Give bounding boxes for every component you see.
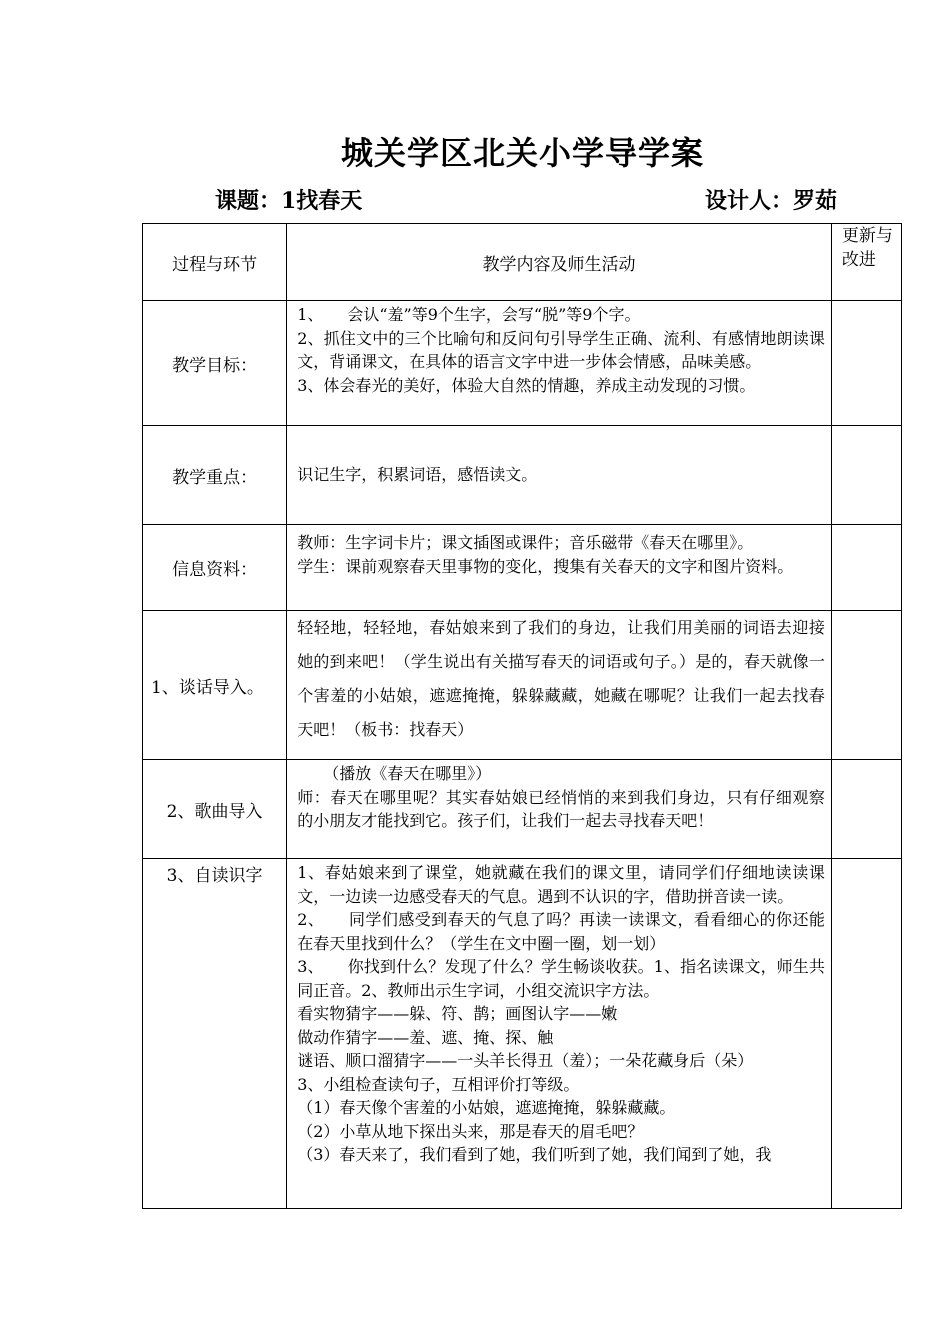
row-stage: 1、谈话导入。: [143, 611, 287, 760]
table-row: [143, 760, 902, 859]
row-content: [287, 301, 832, 426]
content-line: 谜语、顺口溜猜字——一头羊长得丑（羞）；一朵花藏身后（朵）: [297, 1051, 754, 1070]
row-content: [287, 611, 832, 760]
row-notes: [831, 611, 901, 760]
header-notes: 更新与改进: [831, 224, 901, 301]
row-content: [287, 760, 832, 859]
row-stage: 教学目标：: [143, 301, 287, 426]
header-row: [143, 224, 902, 301]
content-line: 师：春天在哪里呢？其实春姑娘已经悄悄的来到我们身边，只有仔细观察的小朋友才能找到它。孩子们，让我们一起去寻找春天吧！: [297, 787, 825, 830]
row-notes: [831, 760, 901, 859]
content-line: 3、 你找到什么？发现了什么？学生畅谈收获。1、指名读课文，师生共同正音。2、教师出示生字词，小组交流识字方法。: [297, 957, 825, 1000]
row-notes: [831, 301, 901, 426]
content-line: （1）春天像个害羞的小姑娘，遮遮掩掩，躲躲藏藏。: [297, 1098, 676, 1117]
content-line: 3、体会春光的美好，体验大自然的情趣，养成主动发现的习惯。: [297, 375, 756, 395]
row-stage: 3、自读识字: [143, 859, 287, 1209]
lesson-plan-table: [142, 223, 902, 1209]
content-line: 学生：课前观察春天里事物的变化，搜集有关春天的文字和图片资料。: [297, 556, 794, 576]
header-stage: 过程与环节: [143, 224, 287, 301]
row-stage: 教学重点：: [143, 426, 287, 525]
designer-name: 设计人：罗茹: [705, 188, 838, 214]
content-line: 2、 同学们感受到春天的气息了吗？再读一读课文，看看细心的你还能在春天里找到什么？（学生在文中圈一圈，划一划）: [297, 910, 825, 953]
content-line: 3、小组检查读句子，互相评价打等级。: [297, 1074, 580, 1094]
content-line: 识记生字，积累词语，感悟读文。: [297, 465, 538, 485]
table-row: [143, 301, 902, 426]
content-line: 轻轻地，轻轻地，春姑娘来到了我们的身边，让我们用美丽的词语去迎接她的到来吧！（学生说出有关描写春天的词语或句子。）是的，春天就像一个害羞的小姑娘，遮遮掩掩，躲躲藏藏，她藏在哪呢？让我们一起去找春天吧！（板书：找春天）: [297, 618, 825, 739]
content-line: 做动作猜字——羞、遮、掩、探、触: [297, 1027, 554, 1047]
table-row: [143, 426, 902, 525]
content-line: 1、春姑娘来到了课堂，她就藏在我们的课文里，请同学们仔细地读读课文，一边读一边感受春天的气息。遇到不认识的字，借助拼音读一读。: [297, 863, 825, 906]
table-row: [143, 611, 902, 760]
content-line: 2、抓住文中的三个比喻句和反问句引导学生正确、流利、有感情地朗读课文，背诵课文，在具体的语言文字中进一步体会情感，品味美感。: [297, 328, 825, 371]
row-content: [287, 426, 832, 525]
content-line: 看实物猜字——躲、符、鹊；画图认字——嫩: [297, 1004, 618, 1023]
header-content: 教学内容及师生活动: [287, 224, 832, 301]
content-line: （播放《春天在哪里》）: [323, 764, 492, 783]
row-notes: [831, 859, 901, 1209]
content-line: （2）小草从地下探出头来，那是春天的眉毛吧？: [297, 1121, 644, 1141]
content-line: 教师：生字词卡片；课文插图或课件；音乐磁带《春天在哪里》。: [297, 533, 754, 552]
page-title: 城关学区北关小学导学案: [340, 134, 704, 172]
content-line: 1、 会认“羞”等9个生字，会写“脱”等9个字。: [297, 305, 641, 324]
row-notes: [831, 426, 901, 525]
row-notes: [831, 525, 901, 611]
row-stage: 2、歌曲导入: [143, 760, 287, 859]
table-row: [143, 525, 902, 611]
row-content: [287, 525, 832, 611]
lesson-topic: 课题：1找春天: [215, 188, 363, 214]
table-row: [143, 859, 902, 1209]
row-content: [287, 859, 832, 1209]
row-stage: 信息资料：: [143, 525, 287, 611]
content-line: （3）春天来了，我们看到了她，我们听到了她，我们闻到了她，我: [297, 1145, 772, 1164]
